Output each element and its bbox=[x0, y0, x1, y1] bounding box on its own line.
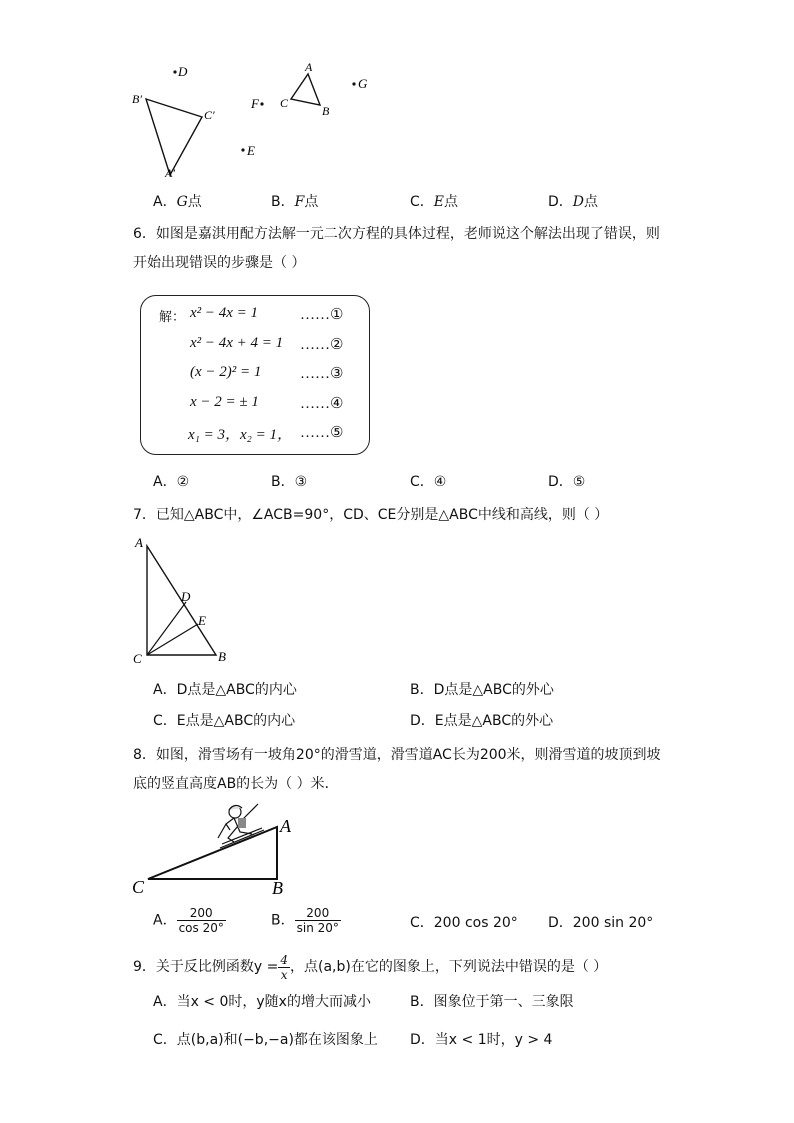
q5-option-d[interactable] bbox=[548, 193, 598, 211]
triangle-abc-prime bbox=[146, 99, 202, 175]
label-b-prime: B′ bbox=[132, 92, 142, 106]
point-g-dot bbox=[352, 82, 355, 85]
q8-option-d[interactable]: D．200 sin 20° bbox=[548, 915, 654, 931]
q8-option-b-den: sin 20° bbox=[296, 921, 339, 935]
q6-option-d[interactable]: D．⑤ bbox=[548, 474, 586, 490]
q8-label-a: A bbox=[280, 816, 291, 836]
q6-step-4-expr: x − 2 = ± 1 bbox=[190, 394, 259, 410]
q5-option-b-var: F bbox=[294, 194, 305, 210]
q9-option-c[interactable]: C．点(b,a)和(−b,−a)都在该图象上 bbox=[153, 1032, 378, 1048]
q9-stem bbox=[133, 950, 607, 984]
q9-stem-num: 4 bbox=[280, 952, 289, 967]
q6-solution-prefix: 解： bbox=[159, 310, 186, 325]
q5-option-d-var: D bbox=[572, 194, 585, 210]
q6-step-4-mark: ……④ bbox=[300, 396, 344, 412]
q6-step-5-expr: x₁ = 3，x₂ = 1， bbox=[188, 427, 292, 443]
q8-stem-line2: 底的竖直高度AB的长为（ ）米． bbox=[133, 776, 339, 792]
label-a-prime: A′ bbox=[165, 166, 175, 180]
q7-altitude-ce bbox=[147, 624, 198, 655]
q6-option-b[interactable]: B．③ bbox=[271, 474, 308, 490]
q6-stem-line1: 6．如图是嘉淇用配方法解一元二次方程的具体过程，老师说这个解法出现了错误，则 bbox=[133, 226, 660, 242]
q8-option-b-num: 200 bbox=[295, 906, 341, 921]
label-g: G bbox=[358, 76, 368, 91]
q5-option-a[interactable] bbox=[153, 193, 202, 211]
q8-option-c[interactable]: C．200 cos 20° bbox=[410, 915, 518, 931]
q7-option-a[interactable]: A．D点是△ABC的内心 bbox=[153, 682, 297, 698]
q5-figure bbox=[120, 55, 390, 185]
label-d: D bbox=[178, 64, 188, 79]
q7-label-b: B bbox=[218, 649, 226, 664]
q6-option-c[interactable]: C．④ bbox=[410, 474, 447, 490]
q7-stem: 7．已知△ABC中，∠ACB=90°，CD、CE分别是△ABC中线和高线，则（ ） bbox=[133, 507, 609, 523]
q5-option-c-suffix: 点 bbox=[444, 194, 459, 210]
q6-step-2-expr: x² − 4x + 4 = 1 bbox=[190, 335, 284, 351]
q6-option-a[interactable]: A．② bbox=[153, 474, 190, 490]
q8-option-a-fraction bbox=[177, 906, 226, 935]
q6-step-1-mark: ……① bbox=[300, 307, 344, 323]
q8-option-a[interactable] bbox=[153, 906, 226, 935]
q8-option-a-num: 200 bbox=[177, 906, 226, 921]
q8-figure bbox=[130, 798, 300, 900]
point-d-dot bbox=[173, 70, 176, 73]
q9-option-a[interactable]: A．当x < 0时，y随x的增大而减小 bbox=[153, 994, 371, 1010]
q8-label-b: B bbox=[272, 878, 283, 898]
q8-stem-line1: 8．如图，滑雪场有一坡角20°的滑雪道，滑雪道AC长为200米，则滑雪道的坡顶到坡 bbox=[133, 747, 661, 763]
q7-label-a: A bbox=[135, 535, 143, 550]
q8-option-b-fraction bbox=[295, 906, 341, 935]
q8-option-b[interactable] bbox=[271, 906, 341, 935]
q5-option-a-var: G bbox=[176, 194, 188, 210]
q6-stem-line2: 开始出现错误的步骤是（ ） bbox=[133, 255, 306, 271]
q5-option-b[interactable] bbox=[271, 193, 318, 211]
q5-option-d-suffix: 点 bbox=[584, 194, 599, 210]
q7-label-d: D bbox=[181, 589, 191, 604]
label-e: E bbox=[247, 143, 255, 158]
label-c-prime: C′ bbox=[204, 108, 215, 122]
q6-step-1-expr: x² − 4x = 1 bbox=[190, 305, 259, 321]
q6-step-2-mark: ……② bbox=[300, 337, 344, 353]
q8-option-b-letter: B． bbox=[271, 912, 295, 929]
q7-option-c[interactable]: C．E点是△ABC的内心 bbox=[153, 713, 296, 729]
q5-option-b-suffix: 点 bbox=[304, 194, 319, 210]
label-b: B bbox=[322, 104, 330, 118]
q8-option-a-den: cos 20° bbox=[178, 921, 224, 935]
q9-stem-pre: 9．关于反比例函数y = bbox=[133, 959, 279, 975]
triangle-abc bbox=[291, 74, 320, 105]
q7-median-cd bbox=[147, 602, 186, 655]
q6-step-5-mark: ……⑤ bbox=[300, 425, 344, 441]
q7-option-d[interactable]: D．E点是△ABC的外心 bbox=[410, 713, 554, 729]
q9-option-b[interactable]: B．图象位于第一、三象限 bbox=[410, 994, 574, 1010]
q8-slope-triangle bbox=[148, 827, 277, 879]
q7-label-c: C bbox=[133, 651, 142, 666]
q6-step-3-expr: (x − 2)² = 1 bbox=[190, 364, 262, 380]
q5-option-a-letter: A． bbox=[153, 194, 177, 210]
q8-label-c: C bbox=[132, 877, 145, 897]
q5-option-c-letter: C． bbox=[410, 194, 434, 210]
q5-option-c[interactable] bbox=[410, 193, 458, 211]
q8-option-a-letter: A． bbox=[153, 912, 177, 929]
point-e-dot bbox=[241, 148, 244, 151]
q5-option-c-var: E bbox=[433, 194, 445, 210]
q6-step-3-mark: ……③ bbox=[300, 366, 344, 382]
q9-stem-fraction bbox=[278, 953, 290, 982]
q7-label-e: E bbox=[198, 613, 206, 628]
q9-stem-den: x bbox=[280, 967, 288, 982]
q5-option-b-letter: B． bbox=[271, 194, 295, 210]
label-f: F bbox=[251, 96, 259, 111]
q5-option-a-suffix: 点 bbox=[187, 194, 202, 210]
q7-figure bbox=[128, 532, 238, 667]
point-f-dot bbox=[260, 102, 263, 105]
label-c: C bbox=[280, 96, 289, 110]
q5-option-d-letter: D． bbox=[548, 194, 573, 210]
label-a: A bbox=[305, 60, 313, 74]
q7-option-b[interactable]: B．D点是△ABC的外心 bbox=[410, 682, 554, 698]
q9-stem-post: ，点(a,b)在它的图象上，下列说法中错误的是（ ） bbox=[290, 959, 608, 975]
q9-option-d[interactable]: D．当x < 1时，y > 4 bbox=[410, 1032, 553, 1048]
